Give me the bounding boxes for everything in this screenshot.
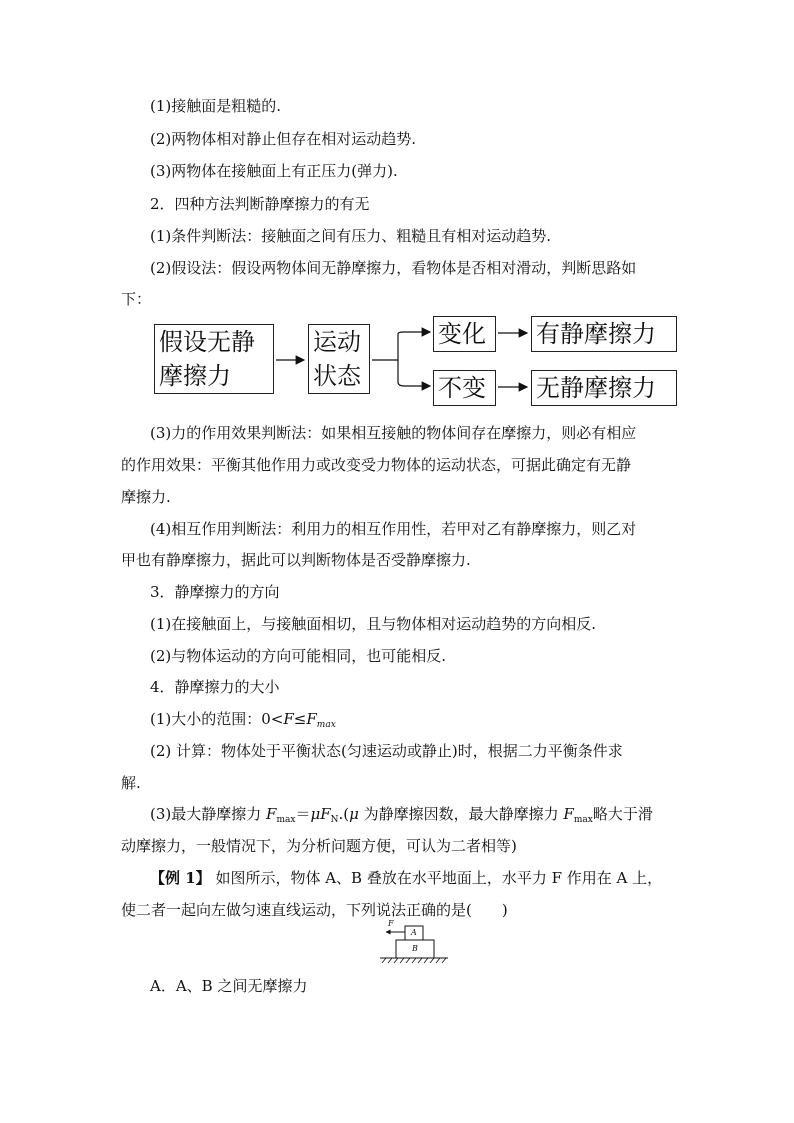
max-friction-rest-2: 为静摩擦因数，最大静摩擦力 [358,805,564,823]
section-2-item-1: (1)条件判断法：接触面之间有压力、粗糙且有相对运动趋势. [150,227,552,245]
max-friction-eq: ＝ [295,805,311,823]
section-2-item-4-line-1: (4)相互作用判断法：利用力的相互作用性，若甲对乙有静摩擦力，则乙对 [150,520,637,538]
section-2-item-2-line-1: (2)假设法：假设两物体间无静摩擦力，看物体是否相对滑动，判断思路如 [150,259,637,277]
flow-box-motion-line-2: 状态 [313,362,361,390]
max-friction-N-sub: N [330,815,339,825]
flow-box-no-friction-label: 无静摩擦力 [536,374,656,402]
section-2-item-4-line-2: 甲也有静摩擦力，据此可以判断物体是否受静摩擦力. [121,551,471,569]
range-prefix: (1)大小的范围：0< [150,710,284,728]
max-friction-prefix: (3)最大静摩擦力 [150,805,267,823]
max-friction-sub: max [276,815,296,825]
example-line-2: 使二者一起向左做匀速直线运动，下列说法正确的是( ) [121,901,508,919]
flow-box-assume-line-1: 假设无静 [159,328,255,356]
max-friction-rest-1: .( [338,805,350,823]
max-friction-muF: μF [310,805,331,823]
option-A: A．A、B 之间无摩擦力 [150,977,308,995]
section-2-item-3-line-1: (3)力的作用效果判断法：如果相互接触的物体间存在摩擦力，则必有相应 [150,424,637,442]
range-leq: ≤ [293,710,307,728]
max-friction-F: F [266,805,277,823]
flow-box-no-change [433,370,496,406]
section-4-item-2-line-2: 解. [121,774,141,792]
block-A-label: A [411,928,417,937]
section-3-item-1: (1)在接触面上，与接触面相切，且与物体相对运动趋势的方向相反. [150,615,597,633]
max-friction-sub-2: max [573,815,593,825]
example-line-1 [150,868,662,888]
arrow-branch-bottom [398,360,430,386]
range-F-max: F [306,710,317,728]
condition-3: (3)两物体在接触面上有正压力(弹力). [150,162,398,180]
section-2-item-2-line-2: 下： [121,290,152,308]
flow-box-has-friction-label: 有静摩擦力 [536,320,656,348]
section-3-heading: 3．静摩擦力的方向 [150,583,280,601]
flow-box-assume [154,324,274,394]
example-label: 【例 1】 [150,869,211,887]
range-F: F [283,710,294,728]
flow-box-assume-line-2: 摩擦力 [159,362,231,390]
max-friction-F-2: F [563,805,574,823]
section-4-item-1 [150,709,336,735]
ground-hatch [382,958,446,963]
example-text-1: 如图所示，物体 A、B 叠放在水平地面上，水平力 F 作用在 A 上， [210,869,663,887]
flow-box-change-label: 变化 [438,320,486,348]
section-2-item-3-line-3: 摩擦力. [121,488,171,506]
flow-box-has-friction [531,316,677,352]
flow-box-no-friction [531,370,677,406]
force-F-label: F [388,919,394,928]
max-friction-rest-3: 略大于滑 [592,805,653,823]
arrow-branch-top [372,332,430,360]
range-max-subscript: max [316,720,336,730]
section-4-item-3-line-1 [150,804,653,830]
section-2-item-3-line-2: 的作用效果：平衡其他作用力或改变受力物体的运动状态，可据此确定有无静 [121,456,632,474]
example-figure [376,920,452,966]
section-4-item-3-line-2: 动摩擦力，一般情况下，为分析问题方便，可认为二者相等) [121,837,517,855]
section-3-item-2: (2)与物体运动的方向可能相同，也可能相反. [150,647,447,665]
section-4-item-2-line-1: (2) 计算：物体处于平衡状态(匀速运动或静止)时，根据二力平衡条件求 [150,742,623,760]
condition-1: (1)接触面是粗糙的. [150,97,282,115]
condition-2: (2)两物体相对静止但存在相对运动趋势. [150,130,417,148]
flow-box-no-change-label: 不变 [438,374,486,402]
flow-box-motion-line-1: 运动 [313,328,361,356]
section-4-heading: 4．静摩擦力的大小 [150,678,280,696]
section-2-heading: 2．四种方法判断静摩擦力的有无 [150,195,370,213]
block-B-label: B [412,944,418,953]
max-friction-mu: μ [349,805,359,823]
flow-box-change [433,316,496,352]
flow-box-motion-state [308,324,370,394]
